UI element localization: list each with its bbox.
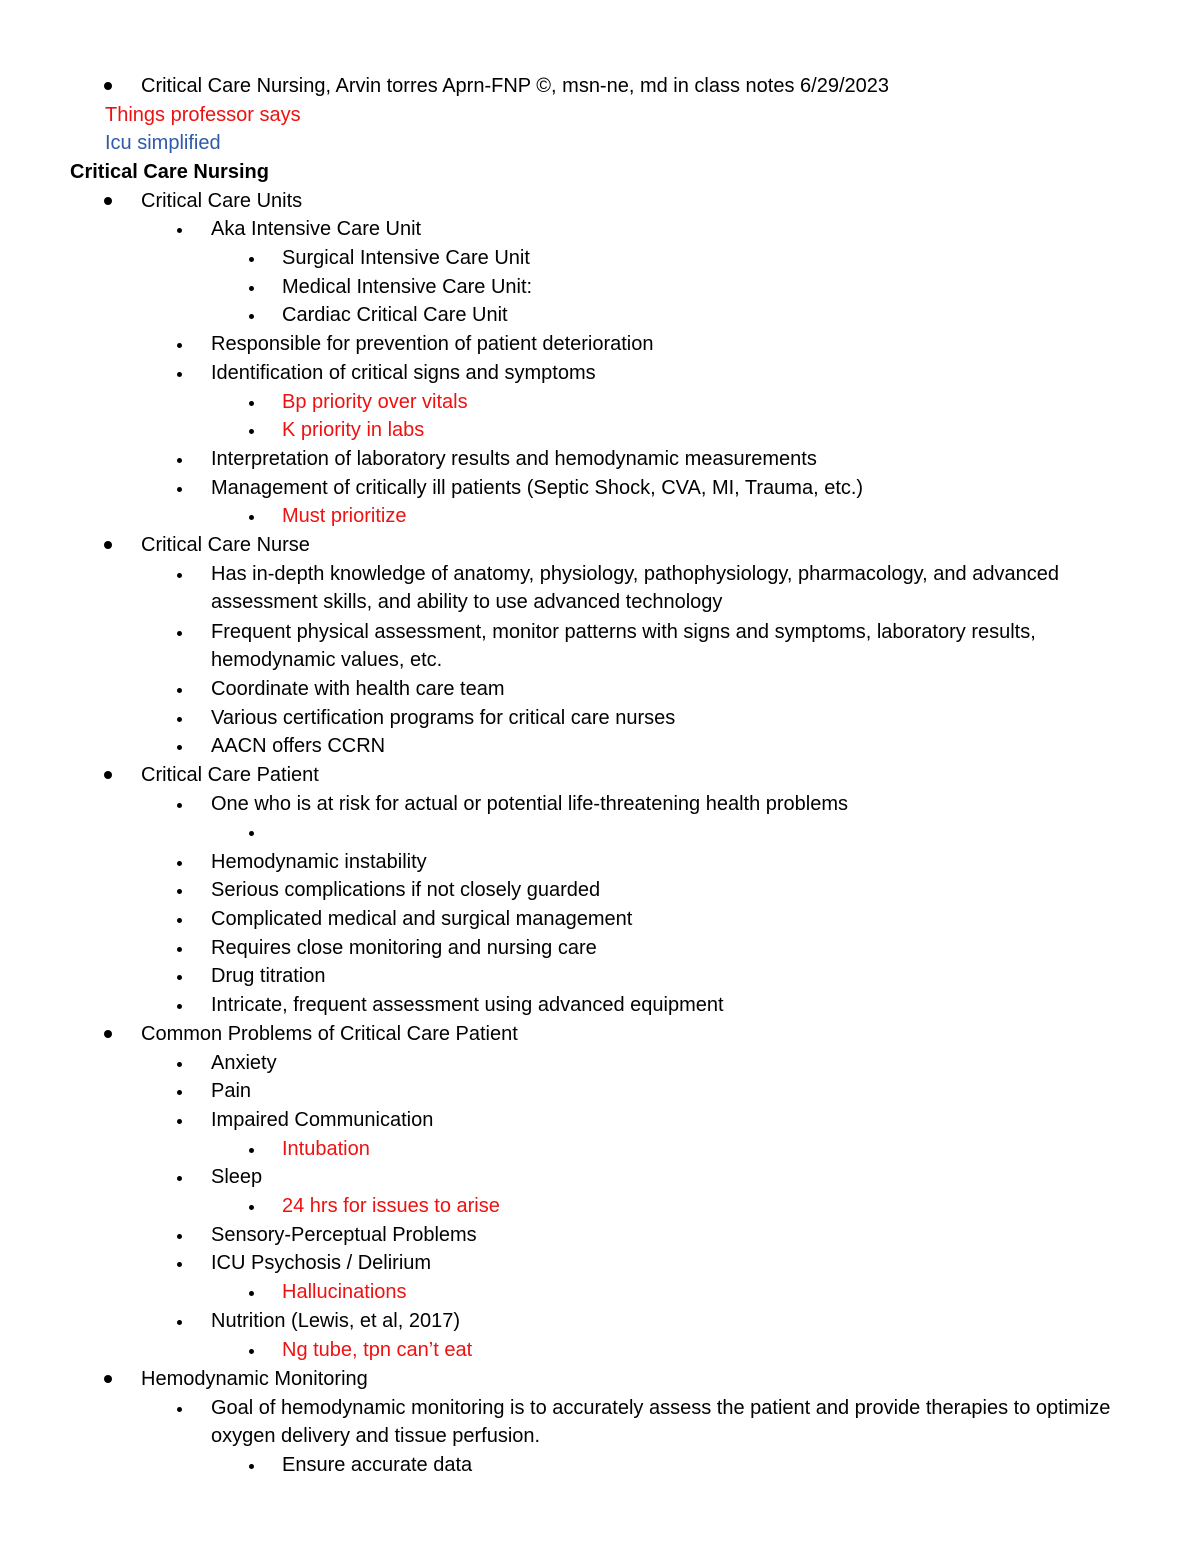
bullet: [104, 1030, 112, 1038]
list-item: Various certification programs for critical care nurses: [211, 707, 676, 729]
bullet: [177, 631, 182, 636]
list-item: Requires close monitoring and nursing care: [211, 937, 597, 959]
bullet: [104, 541, 112, 549]
section-heading-patient: Critical Care Patient: [141, 764, 319, 786]
bullet: [249, 1464, 254, 1469]
bullet: [249, 286, 254, 291]
professor-note: Ng tube, tpn can’t eat: [282, 1339, 473, 1361]
list-item: One who is at risk for actual or potential life-threatening health problems: [211, 793, 849, 815]
list-item: Frequent physical assessment, monitor patterns with signs and symptoms, laboratory results, hemodynamic values, etc.: [211, 621, 1036, 671]
bullet: [177, 487, 182, 492]
list-item: Impaired Communication: [211, 1109, 434, 1131]
list-item: Anxiety: [211, 1052, 277, 1074]
list-item: Medical Intensive Care Unit:: [282, 276, 533, 298]
bullet: [177, 745, 182, 750]
bullet: [177, 1234, 182, 1239]
professor-note: K priority in labs: [282, 419, 425, 441]
professor-note: Intubation: [282, 1138, 370, 1160]
bullet: [177, 861, 182, 866]
bullet: [177, 1407, 182, 1412]
bullet: [104, 197, 112, 205]
list-item: Complicated medical and surgical management: [211, 908, 633, 930]
list-item: Sleep: [211, 1166, 263, 1188]
course-line: Critical Care Nursing, Arvin torres Aprn-FNP ©, msn-ne, md in class notes 6/29/2023: [141, 75, 889, 97]
list-item: Interpretation of laboratory results and hemodynamic measurements: [211, 448, 817, 470]
list-item: Ensure accurate data: [282, 1454, 473, 1476]
professor-note: Hallucinations: [282, 1281, 407, 1303]
list-item: ICU Psychosis / Delirium: [211, 1252, 432, 1274]
section-heading-units: Critical Care Units: [141, 190, 303, 212]
bullet: [249, 314, 254, 319]
list-item: Drug titration: [211, 965, 326, 987]
list-item: Aka Intensive Care Unit: [211, 218, 422, 240]
bullet: [177, 688, 182, 693]
list-item: Sensory-Perceptual Problems: [211, 1224, 477, 1246]
bullet: [177, 1262, 182, 1267]
bullet: [177, 343, 182, 348]
bullet: [249, 429, 254, 434]
bullet: [249, 1291, 254, 1296]
bullet: [177, 918, 182, 923]
bullet: [177, 803, 182, 808]
bullet: [177, 1004, 182, 1009]
list-item: Intricate, frequent assessment using advanced equipment: [211, 994, 724, 1016]
legend-icu: Icu simplified: [105, 132, 221, 154]
bullet: [177, 947, 182, 952]
list-item: Has in-depth knowledge of anatomy, physiology, pathophysiology, pharmacology, and advanced assessment skills, and ability to use advanced technology: [211, 563, 1059, 613]
bullet: [249, 1148, 254, 1153]
legend-professor: Things professor says: [105, 104, 301, 126]
bullet: [249, 257, 254, 262]
section-heading-hemodynamic: Hemodynamic Monitoring: [141, 1368, 368, 1390]
bullet: [249, 401, 254, 406]
list-item: Identification of critical signs and symptoms: [211, 362, 596, 384]
list-item: Responsible for prevention of patient deterioration: [211, 333, 654, 355]
professor-note: Bp priority over vitals: [282, 391, 468, 413]
bullet: [177, 1062, 182, 1067]
list-item: Surgical Intensive Care Unit: [282, 247, 530, 269]
bullet: [177, 1090, 182, 1095]
list-item: Management of critically ill patients (Septic Shock, CVA, MI, Trauma, etc.): [211, 477, 864, 499]
list-item: Serious complications if not closely guarded: [211, 879, 601, 901]
list-item: Nutrition (Lewis, et al, 2017): [211, 1310, 461, 1332]
bullet: [177, 1176, 182, 1181]
bullet: [249, 515, 254, 520]
bullet: [104, 771, 112, 779]
document-title: Critical Care Nursing: [70, 161, 269, 183]
bullet: [249, 831, 254, 836]
bullet: [177, 1119, 182, 1124]
list-item: AACN offers CCRN: [211, 735, 386, 757]
list-item: Goal of hemodynamic monitoring is to accurately assess the patient and provide therapies to optimize oxygen delivery and tissue perfusion.: [211, 1397, 1111, 1447]
bullet: [104, 82, 112, 90]
bullet: [177, 975, 182, 980]
section-heading-nurse: Critical Care Nurse: [141, 534, 310, 556]
bullet: [177, 889, 182, 894]
bullet: [177, 717, 182, 722]
bullet: [177, 228, 182, 233]
bullet: [249, 1349, 254, 1354]
bullet: [177, 573, 182, 578]
professor-note: 24 hrs for issues to arise: [282, 1195, 500, 1217]
professor-note: Must prioritize: [282, 505, 407, 527]
bullet: [104, 1375, 112, 1383]
bullet: [177, 458, 182, 463]
list-item: Hemodynamic instability: [211, 851, 427, 873]
list-item: Coordinate with health care team: [211, 678, 505, 700]
bullet: [177, 372, 182, 377]
bullet: [177, 1320, 182, 1325]
list-item: Cardiac Critical Care Unit: [282, 304, 508, 326]
section-heading-problems: Common Problems of Critical Care Patient: [141, 1023, 518, 1045]
list-item: Pain: [211, 1080, 252, 1102]
bullet: [249, 1205, 254, 1210]
